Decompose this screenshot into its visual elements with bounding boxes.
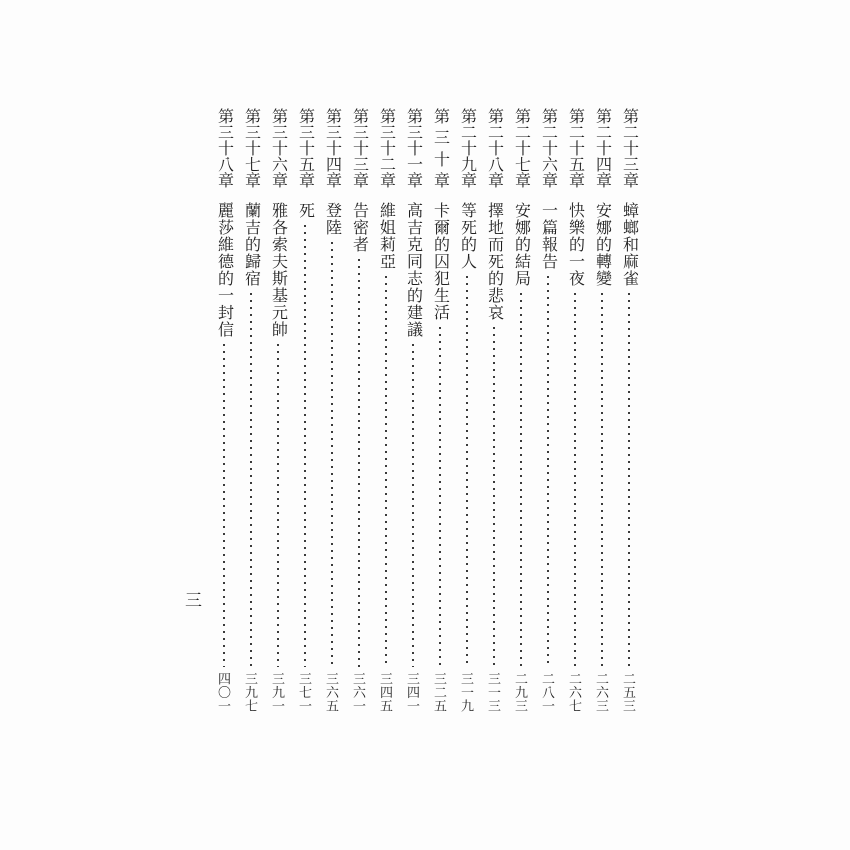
toc-entry <box>431 108 448 712</box>
page-number: 二九三 <box>513 671 528 712</box>
chapter-number: 第 三 十 八 章 <box>215 108 233 188</box>
dotted-leader <box>547 276 549 667</box>
chapter-number: 第 二 十 六 章 <box>539 108 557 188</box>
dotted-leader <box>223 344 225 667</box>
page-number: 三二五 <box>432 671 447 712</box>
chapter-number: 第 二 十 四 章 <box>593 108 611 188</box>
page-number: 三九七 <box>243 671 258 712</box>
chapter-number: 第 二 十 七 章 <box>512 108 530 188</box>
chapter-title: 蘭吉的歸宿 <box>242 202 260 287</box>
chapter-title: 安娜的轉變 <box>593 202 611 287</box>
page-number: 二六三 <box>594 671 609 712</box>
page-number: 三四五 <box>378 671 393 712</box>
toc-entry <box>458 108 475 712</box>
chapter-title: 一篇報告 <box>539 202 557 270</box>
dotted-leader <box>628 293 630 667</box>
chapter-title: 高吉克同志的建議 <box>404 202 422 338</box>
toc-entry <box>323 108 340 712</box>
toc-entry <box>242 108 259 712</box>
chapter-title: 等死的人 <box>458 202 476 270</box>
toc-entry <box>215 108 232 712</box>
chapter-number: 第 二 十 九 章 <box>458 108 476 188</box>
chapter-number: 第 三 十 四 章 <box>323 108 341 188</box>
page-number: 四〇一 <box>216 671 231 712</box>
dotted-leader <box>277 344 279 667</box>
dotted-leader <box>520 293 522 667</box>
chapter-number: 第 二 十 八 章 <box>485 108 503 188</box>
page-number: 二五三 <box>621 671 636 712</box>
page-number: 三六五 <box>324 671 339 712</box>
toc-entry <box>512 108 529 712</box>
dotted-leader <box>466 276 468 667</box>
page-number: 三一九 <box>459 671 474 712</box>
dotted-leader <box>574 293 576 667</box>
chapter-title: 登陸 <box>323 202 341 236</box>
toc-entry <box>296 108 313 712</box>
chapter-number: 第 三 十 六 章 <box>269 108 287 188</box>
chapter-title: 告密者 <box>350 202 368 253</box>
dotted-leader <box>493 327 495 667</box>
chapter-number: 第 二 十 三 章 <box>620 108 638 188</box>
dotted-leader <box>331 242 333 667</box>
chapter-title: 死 <box>296 202 314 219</box>
chapter-number: 第 三 十 五 章 <box>296 108 314 188</box>
chapter-number: 第 三 十 章 <box>431 108 449 188</box>
chapter-title: 擇地而死的悲哀 <box>485 202 503 321</box>
page-number: 三四一 <box>405 671 420 712</box>
dotted-leader <box>250 293 252 667</box>
toc-entry <box>350 108 367 712</box>
toc-entry <box>377 108 394 712</box>
page-number: 二六七 <box>567 671 582 712</box>
dotted-leader <box>601 293 603 667</box>
toc-entry <box>404 108 421 712</box>
chapter-number: 第 三 十 一 章 <box>404 108 422 188</box>
chapter-title: 雅各索夫斯基元帥 <box>269 202 287 338</box>
chapter-title: 安娜的結局 <box>512 202 530 287</box>
page-number: 三九一 <box>270 671 285 712</box>
dotted-leader <box>439 327 441 667</box>
chapter-title: 快樂的一夜 <box>566 202 584 287</box>
page-number: 二八一 <box>540 671 555 712</box>
toc-entry <box>593 108 610 712</box>
chapter-number: 第 二 十 五 章 <box>566 108 584 188</box>
chapter-title: 麗莎維德的一封信 <box>215 202 233 338</box>
dotted-leader <box>385 276 387 667</box>
chapter-title: 卡爾的囚犯生活 <box>431 202 449 321</box>
chapter-number: 第 三 十 七 章 <box>242 108 260 188</box>
chapter-number: 第 三 十 二 章 <box>377 108 395 188</box>
page-number: 三一三 <box>486 671 501 712</box>
chapter-number: 第 三 十 三 章 <box>350 108 368 188</box>
page-number: 三六一 <box>351 671 366 712</box>
chapter-title: 蟑螂和麻雀 <box>620 202 638 287</box>
dotted-leader <box>304 225 306 667</box>
toc-entry <box>269 108 286 712</box>
toc-entry <box>539 108 556 712</box>
toc-entry <box>620 108 637 712</box>
table-of-contents <box>215 108 637 712</box>
toc-entry <box>566 108 583 712</box>
chapter-title: 維姐莉亞 <box>377 202 395 270</box>
dotted-leader <box>412 344 414 667</box>
page-number: 三七一 <box>297 671 312 712</box>
toc-entry <box>485 108 502 712</box>
dotted-leader <box>358 259 360 667</box>
folio-page-number: 三 <box>185 591 202 610</box>
